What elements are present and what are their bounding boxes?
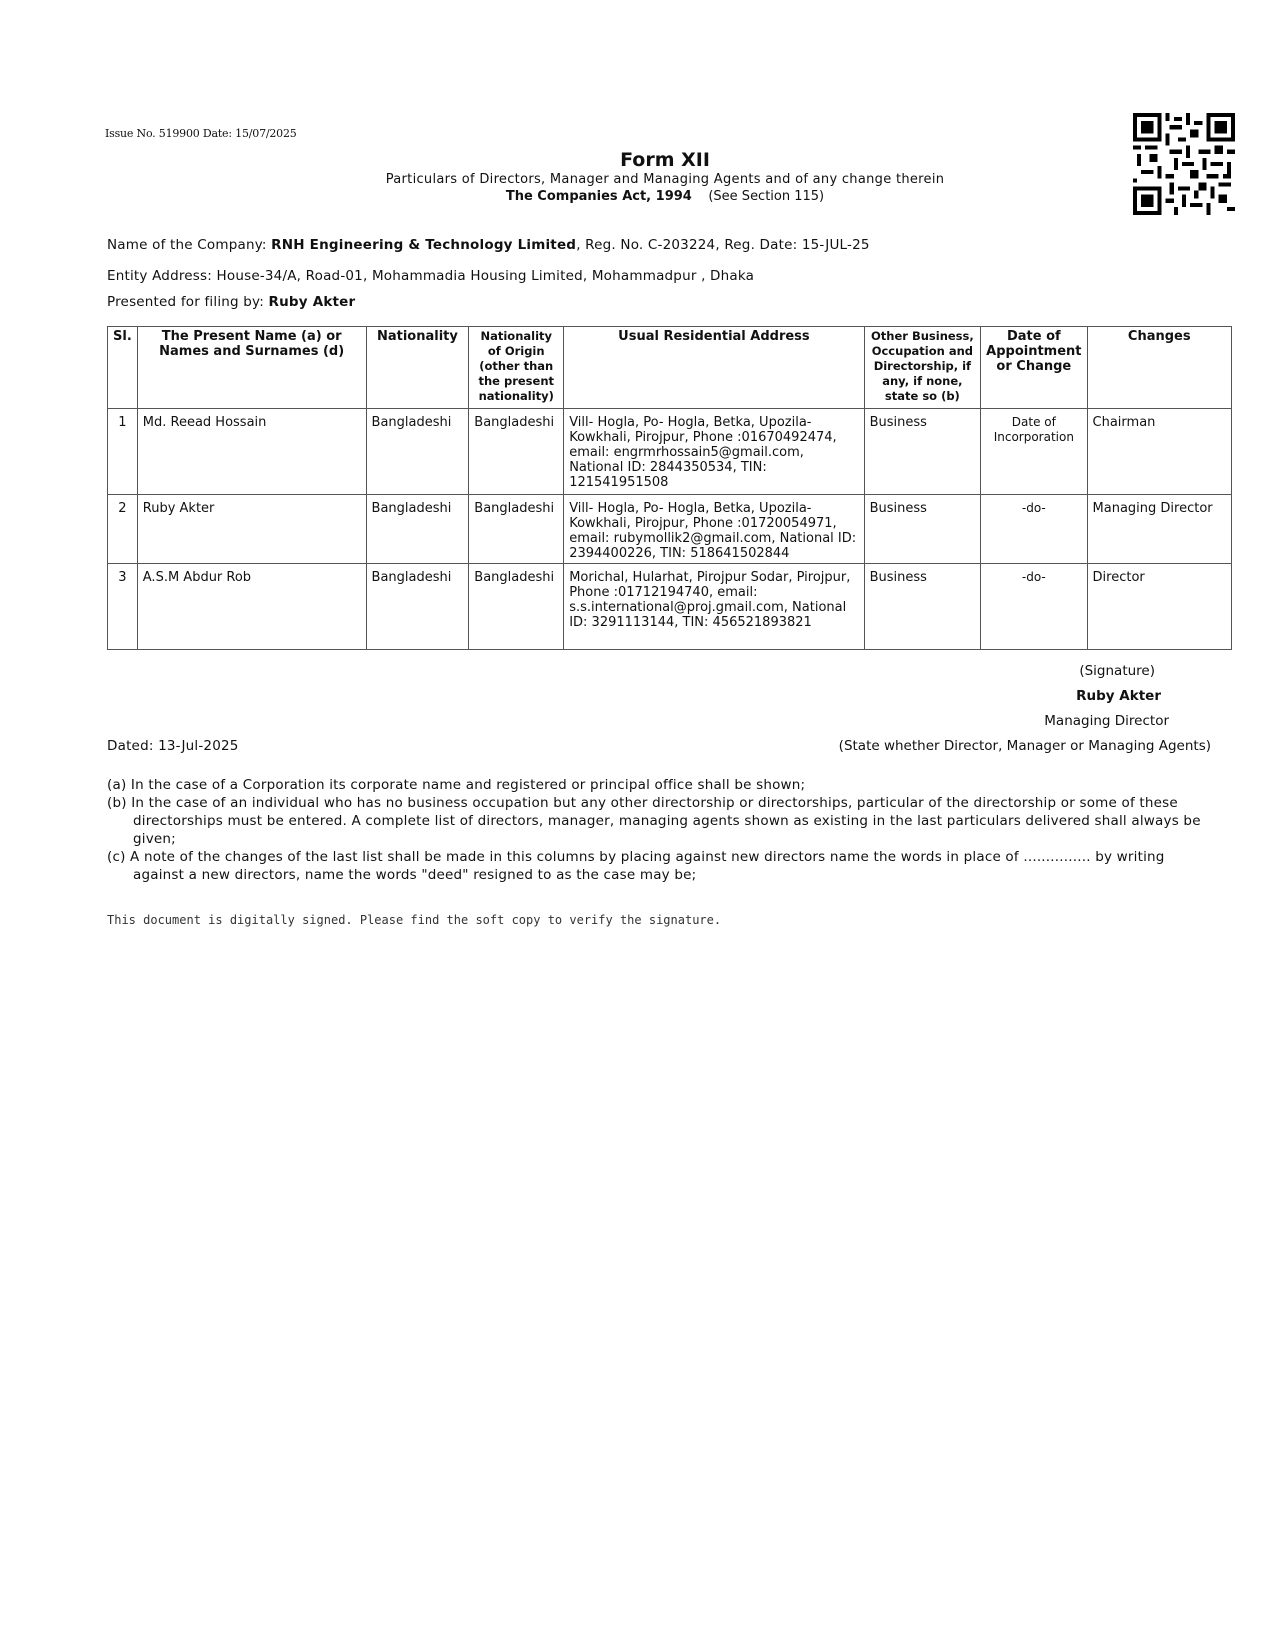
cell-date: -do-: [981, 495, 1087, 564]
cell-name: A.S.M Abdur Rob: [137, 564, 366, 650]
cell-name: Ruby Akter: [137, 495, 366, 564]
cell-nationality: Bangladeshi: [366, 409, 469, 495]
cell-changes: Chairman: [1087, 409, 1231, 495]
cell-date: -do-: [981, 564, 1087, 650]
header-sl: Sl.: [108, 327, 138, 409]
signatory-name: Ruby Akter: [1076, 688, 1161, 704]
presented-by-line: [107, 294, 355, 310]
footnote-c: (c) A note of the changes of the last list shall be made in this columns by placing against new directors name the words in place of ............... by writing against a new directors, name the words "deed" resigned to as the case may be;: [107, 849, 1165, 883]
digital-signature-note: This document is digitally signed. Please find the soft copy to verify the signature.: [107, 913, 722, 927]
cell-changes: Managing Director: [1087, 495, 1231, 564]
header-business: Other Business, Occupation and Directorship, if any, if none, state so (b): [864, 327, 981, 409]
entity-address: House-34/A, Road-01, Mohammadia Housing Limited, Mohammadpur , Dhaka: [216, 268, 755, 284]
cell-date: Date of Incorporation: [981, 409, 1087, 495]
cell-sl: 2: [108, 495, 138, 564]
designation-note: (State whether Director, Manager or Managing Agents): [838, 738, 1211, 754]
footnote-b: (b) In the case of an individual who has no business occupation but any other directorship or directorships, particular of the directorship or some of these directorships must be entered. A complete list of directors, manager, managing agents shown as existing in the last particulars delivered shall always be given;: [107, 795, 1201, 847]
cell-business: Business: [864, 564, 981, 650]
form-title: Form XII: [620, 149, 710, 171]
cell-nationality: Bangladeshi: [366, 495, 469, 564]
cell-origin: Bangladeshi: [469, 564, 564, 650]
registration-info: , Reg. No. C-203224, Reg. Date: 15-JUL-25: [576, 237, 870, 253]
cell-address: Morichal, Hularhat, Pirojpur Sodar, Pirojpur, Phone :01712194740, email: s.s.international@proj.gmail.com, National ID: 3291113144, TIN: 456521893821: [564, 564, 864, 650]
cell-business: Business: [864, 495, 981, 564]
act-name: The Companies Act, 1994: [505, 189, 692, 204]
signature-label: (Signature): [1079, 663, 1155, 679]
cell-origin: Bangladeshi: [469, 495, 564, 564]
directors-table: [107, 326, 1232, 650]
cell-changes: Director: [1087, 564, 1231, 650]
header-name: The Present Name (a) or Names and Surnames (d): [137, 327, 366, 409]
company-name-label: Name of the Company:: [107, 237, 267, 253]
cell-sl: 1: [108, 409, 138, 495]
company-name: RNH Engineering & Technology Limited: [271, 237, 577, 253]
company-line: [107, 237, 870, 253]
form-subtitle: Particulars of Directors, Manager and Managing Agents and of any change therein: [385, 172, 945, 187]
table-row: [108, 409, 1232, 495]
issue-number: Issue No. 519900 Date: 15/07/2025: [105, 127, 297, 140]
presented-by-label: Presented for filing by:: [107, 294, 265, 310]
cell-sl: 3: [108, 564, 138, 650]
header-origin: Nationality of Origin (other than the present nationality): [469, 327, 564, 409]
section-reference: (See Section 115): [708, 189, 825, 204]
table-header-row: [108, 327, 1232, 409]
entity-address-line: [107, 268, 754, 284]
table-row: [108, 495, 1232, 564]
cell-address: Vill- Hogla, Po- Hogla, Betka, Upozila-Kowkhali, Pirojpur, Phone :01720054971, email: rubymollik2@gmail.com, National ID: 2394400226, TIN: 518641502844: [564, 495, 864, 564]
footnotes: [107, 776, 1207, 884]
header-changes: Changes: [1087, 327, 1231, 409]
entity-address-label: Entity Address:: [107, 268, 213, 284]
signatory-designation: Managing Director: [1044, 713, 1169, 729]
footnote-a: (a) In the case of a Corporation its corporate name and registered or principal office shall be shown;: [107, 777, 806, 793]
cell-address: Vill- Hogla, Po- Hogla, Betka, Upozila-Kowkhali, Pirojpur, Phone :01670492474, email: engrmrhossain5@gmail.com, National ID: 2844350534, TIN: 121541951508: [564, 409, 864, 495]
cell-business: Business: [864, 409, 981, 495]
table-row: [108, 564, 1232, 650]
header-address: Usual Residential Address: [564, 327, 864, 409]
header-date: Date of Appointment or Change: [981, 327, 1087, 409]
cell-name: Md. Reead Hossain: [137, 409, 366, 495]
cell-origin: Bangladeshi: [469, 409, 564, 495]
header-nationality: Nationality: [366, 327, 469, 409]
cell-nationality: Bangladeshi: [366, 564, 469, 650]
dated: Dated: 13-Jul-2025: [107, 738, 239, 754]
act-reference: [0, 189, 1275, 204]
presented-by-name: Ruby Akter: [268, 294, 356, 310]
